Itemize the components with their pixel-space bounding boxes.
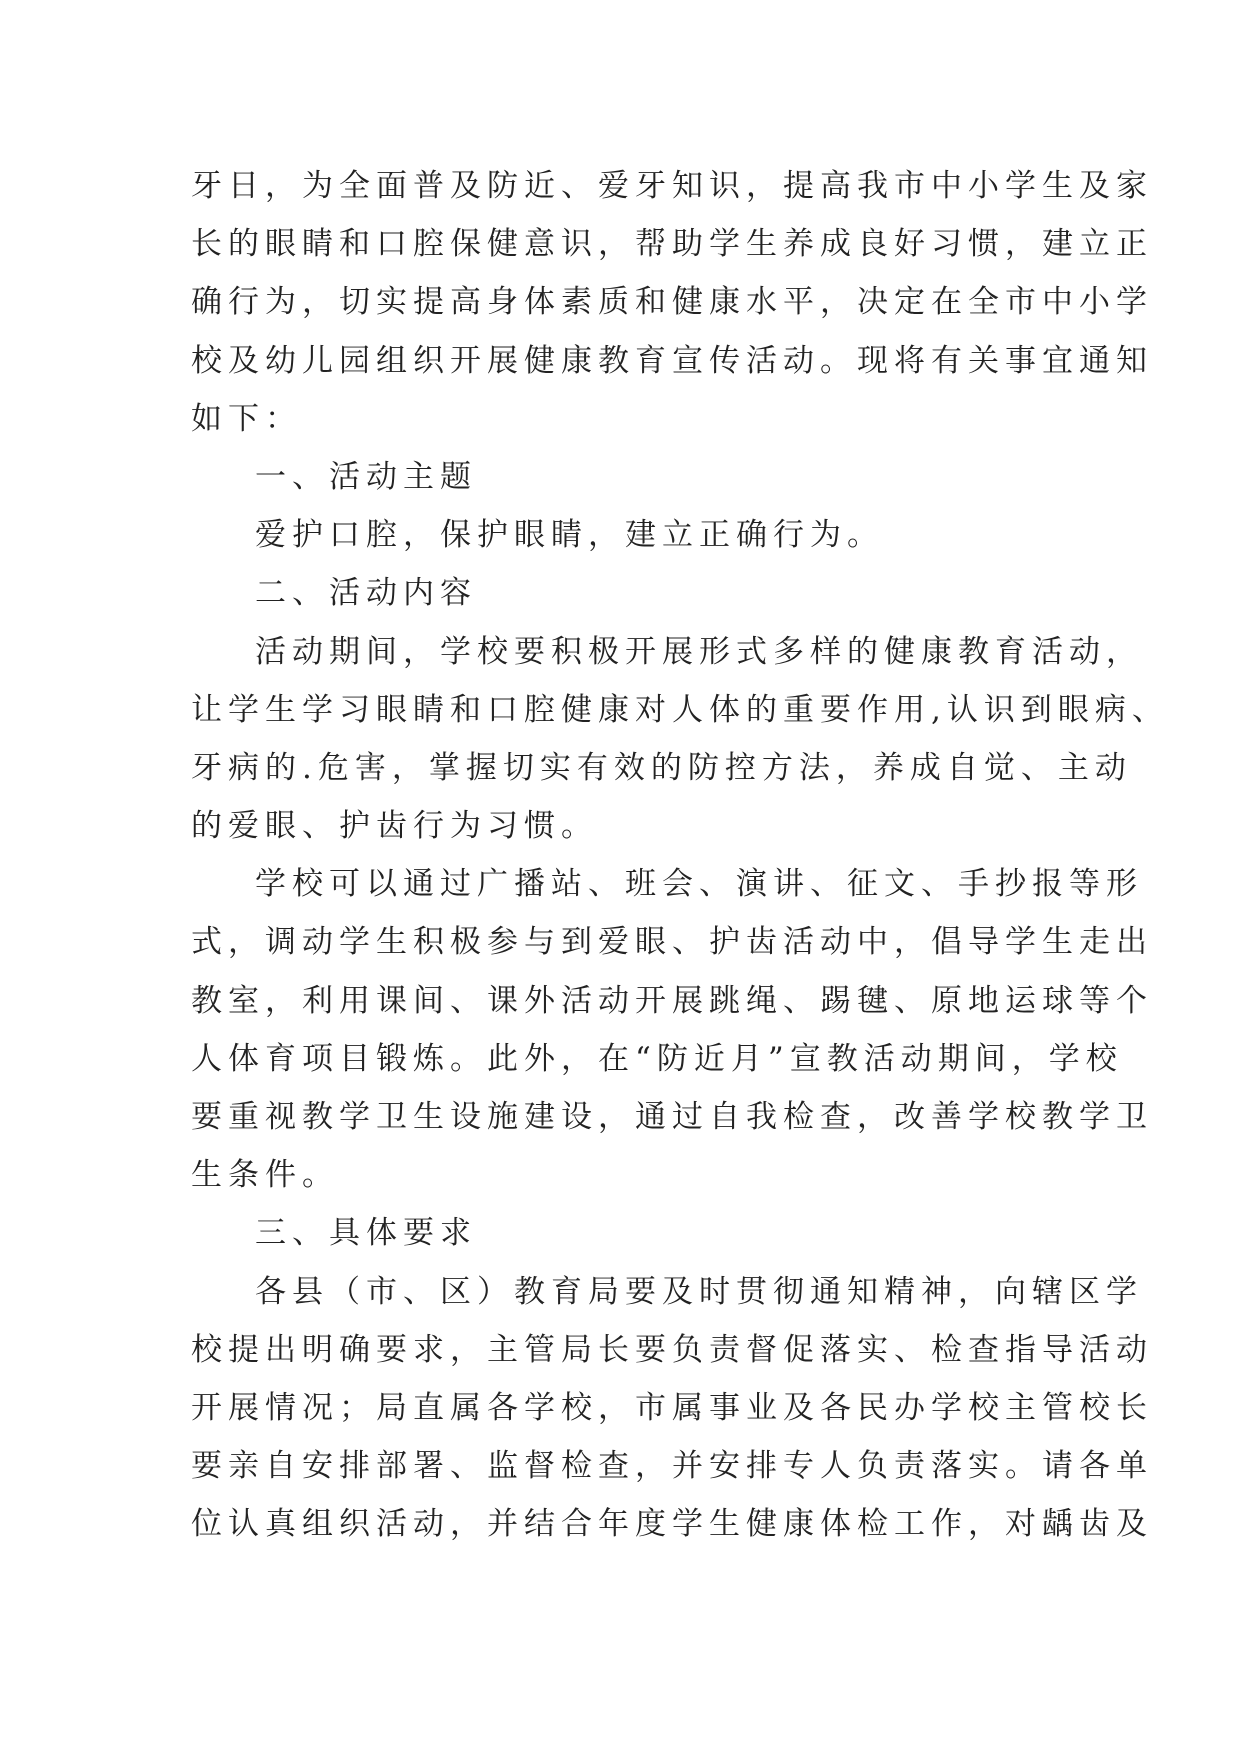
text-line: 位认真组织活动，并结合年度学生健康体检工作，对龋齿及 — [191, 1506, 1153, 1543]
paragraph-start: 活动期间，学校要积极开展形式多样的健康教育活动， — [255, 633, 1143, 670]
text-line: 式，调动学生积极参与到爱眼、护齿活动中，倡导学生走出 — [191, 924, 1153, 961]
text-line: 要重视教学卫生设施建设，通过自我检查，改善学校教学卫 — [191, 1099, 1153, 1135]
document-body — [191, 157, 1169, 1554]
section-heading-1: 一、活动主题 — [255, 458, 477, 495]
text-line: 如下： — [191, 400, 302, 437]
text-line: 牙日，为全面普及防近、爱牙知识，提高我市中小学生及家 — [191, 168, 1153, 204]
text-line: 确行为，切实提高身体素质和健康水平，决定在全市中小学 — [191, 284, 1153, 321]
text-line: 让学生学习眼睛和口腔健康对人体的重要作用,认识到眼病、 — [191, 691, 1169, 728]
text-line: 牙病的.危害，掌握切实有效的防控方法，养成自觉、主动 — [191, 749, 1132, 786]
paragraph-start: 各县（市、区）教育局要及时贯彻通知精神，向辖区学 — [255, 1273, 1143, 1310]
section-heading-2: 二、活动内容 — [255, 575, 477, 612]
paragraph-start: 学校可以通过广播站、班会、演讲、征文、手抄报等形 — [255, 866, 1143, 903]
text-line: 校提出明确要求，主管局长要负责督促落实、检查指导活动 — [191, 1331, 1153, 1368]
text-line: 生条件。 — [191, 1157, 339, 1194]
text-line: 校及幼儿园组织开展健康教育宣传活动。现将有关事宜通知 — [191, 342, 1153, 379]
text-line: 人体育项目锻炼。此外，在“防近月”宣教活动期间，学校 — [191, 1040, 1123, 1077]
section-heading-3: 三、具体要求 — [255, 1215, 477, 1252]
text-line: 开展情况；局直属各学校，市属事业及各民办学校主管校长 — [191, 1389, 1153, 1426]
text-line: 要亲自安排部署、监督检查，并安排专人负责落实。请各单 — [191, 1448, 1153, 1485]
text-line: 教室，利用课间、课外活动开展跳绳、踢毽、原地运球等个 — [191, 982, 1153, 1019]
text-line: 长的眼睛和口腔保健意识，帮助学生养成良好习惯，建立正 — [191, 226, 1153, 263]
theme-text: 爱护口腔，保护眼睛，建立正确行为。 — [255, 517, 884, 554]
text-line: 的爱眼、护齿行为习惯。 — [191, 808, 598, 845]
